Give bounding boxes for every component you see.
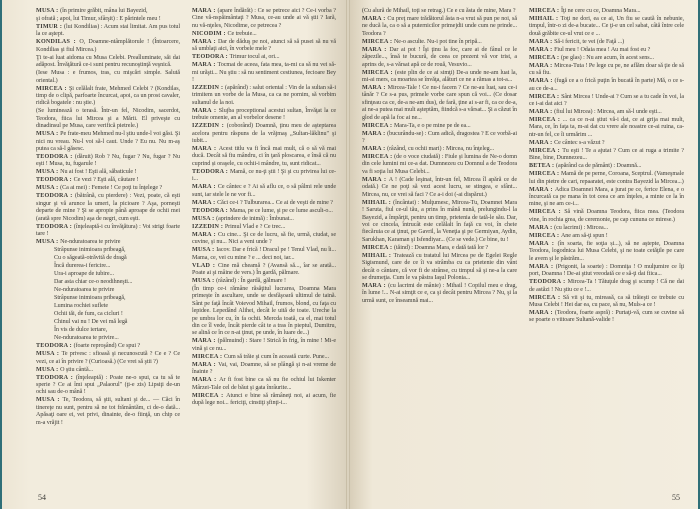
line-text: Adica Doamnei Mara, a jurat pe ce, ferice Elena, e o încurcată ca pe mana în tot ceea ce am înţeles, a minte ce la în mine, şi ne am ce-i... (529, 186, 684, 208)
line-text: Îţi ne cere cu ce, Doamna Mara... (560, 8, 641, 14)
line-text: Tocmai de aceea, fata mea, ta-mi ca să nu vei să-mi urăşti... Nu ştiu : să nu sentiment cestiunea, fecioare Bey ! (192, 62, 336, 84)
line-text: Ne-nduratoarea te privire (54, 287, 115, 294)
line-text: Dar de dăduş pe noi, atunci să să pusei să nu vă să umblaţi aici, în vorbele mele ? (192, 38, 336, 53)
line-text: Să-i fericit, te vei (de Faţă ...) (554, 38, 625, 45)
line-text: (Iese Musa : e frumos, tras, cu mişcări simple. Salută oriental.) (36, 70, 180, 84)
speaker-name: MARA : (192, 199, 218, 206)
dialogue-line (362, 200, 517, 244)
dialogue-line (529, 109, 684, 116)
dialogue-line (529, 55, 684, 62)
dialogue-line (36, 193, 180, 223)
line-text: Cine mă cheamă ? (Avansă să..., îar se arată... Poate ai şi mâine de vers.) În gardă, pălmare. (192, 262, 336, 276)
line-text: Cu preţ mare trădătorul ăsta n-a vrut să pun pe noi, să ne ducă la, ca o să a puternicilor primejdii unde cum ne prinde... Teodora ? (362, 16, 517, 37)
dialogue-line (36, 70, 180, 85)
dialogue-line (192, 216, 336, 223)
line-text: Mamă, ce nu-ţi ştii ! Şi şi cu privirea lui ce-i... (192, 168, 336, 183)
line-text: Iacov. Dar e frică ! Dracul pe ! Tenul Vlad, nu îi... Mama, ce, vei cu mine ? e ... deci noi, iar... (192, 247, 336, 261)
verse-line (36, 255, 180, 262)
line-text: Slujba proceptional acestui sultan, Învăţat la ce trebuie omenie, an al vorbelor desene ! (192, 107, 337, 122)
left-page-number: 54 (38, 493, 46, 502)
speaker-name: MIRCEA : (529, 54, 561, 61)
line-text: Mara-Ta, e o pe mine pe de ea... (393, 122, 471, 129)
dialogue-line (36, 239, 180, 246)
line-text: Şi celălalt frate, Mehmed Celebi ? (Kondilas, timp de o clipă, parfoarte încurcat, apoi, ca un prost cavaler, ridică bogatele : nu ştie.) (36, 85, 181, 107)
dialogue-line (529, 94, 684, 109)
speaker-name: MIRCEA : (529, 294, 563, 301)
speaker-name: TEODORA : (36, 343, 74, 350)
line-text: (fugă ce a o frică puţin în bucată în parte) Mă, o ce s-au ce de-a... (529, 78, 684, 92)
line-text: Lumina rochiei suflete (54, 303, 109, 310)
dialogue-line (36, 177, 180, 184)
dialogue-line (192, 362, 336, 377)
line-text: Chinul vai nu ! De vei mă legă (54, 319, 128, 326)
dialogue-line (529, 117, 684, 139)
speaker-name: IZZEDIN : (192, 85, 225, 92)
line-text: (apare îndărăt) : Ce se petrece aici ? Ce-i vorba ? Cine vă-nspăimântaţi ? Musa, ce-au unde ai vă ştii ? Iară, nu vă-nţeles, Nicodime, ce petrecea ? (192, 8, 336, 29)
dialogue-line (529, 171, 684, 186)
line-text: Ne-nduratoarea te privire... (54, 335, 119, 342)
line-text: Te, Teodora, să ştii, sultani şi de... — Căci în tinereţe nu sunt, pentru să ne tot frământăm, ci de-o dată... Apăsaţi oare ei, vei privi, dinainte, de-o fiinţă, un chip ce m-a vrăjit ! (36, 397, 180, 426)
line-text: Mamă de pe perne, Coroana, Sceptrul. (Vameşmale lui din pietre de cari, repaaratei, este contra Bayezid la Mircea...) (529, 171, 684, 185)
line-text: Trimur tocul ai, ori... (229, 54, 280, 61)
dialogue-line (36, 24, 180, 39)
speaker-name: MARA : (192, 377, 220, 384)
dialogue-line (36, 185, 180, 192)
speaker-name: MUSA : (36, 366, 61, 373)
line-text: Ţi te-ai luat aidoma cu Musa Celebi. Preaîluminate, săi dai adăpost. Învăţătură ce-i sunt pentru recunoştinţă veşnică. (36, 54, 180, 69)
speaker-name: MARA : (362, 85, 388, 92)
dialogue-line (529, 140, 684, 147)
speaker-name: VLAD : (192, 262, 218, 269)
line-text: (este plin de ce ai simţi) De-a unde ne-am luat la, mi-ai mers, ca moartea se învăţa, alături ce ne a rămas a tot-a... (362, 69, 517, 84)
speaker-name: MIRCEA : (36, 85, 69, 92)
line-text: Cu o săgeată-otrăvită de dragă (54, 255, 127, 262)
speaker-name: MARA : (529, 46, 555, 53)
line-text: În vis de dulce iertare, (54, 327, 108, 334)
line-text: Nu ai fost ! Eşti ală, săbaticule ! (60, 169, 137, 176)
line-text: (cu lacrimi de mânie) : Mihail ! Copilul meu e drag, în lume !... N-ai simţit ce e, ca şi decât pentru Mircea ? Nu, şi la urmă sunt, ce înseamnă mai... (362, 282, 518, 304)
line-text: (Ca ai mei) : Femeie ! Ce poţi tu înţelege ? (60, 185, 163, 192)
speaker-name: MARA : (192, 231, 219, 238)
line-text: (lui Kondilias) : Acum stai limitat. Am pus totul la ce aştept. (36, 24, 180, 38)
dialogue-line (192, 62, 336, 84)
dialogue-line (192, 393, 336, 408)
dialogue-line (362, 47, 517, 69)
dialogue-line (529, 78, 684, 93)
dialogue-line (192, 39, 336, 54)
right-page (348, 0, 698, 509)
speaker-name: MUSA : (36, 131, 61, 138)
dialogue-line (36, 16, 180, 23)
line-text: (râzând) : În gardă, gălmare ! (216, 277, 286, 284)
line-text: (în soarta, fie soţia și...), să ne aştepte, Doamna Teodora, logodnica lui Musa Celebi, şi ne toate cetăţile pe care le avem şi le păstrăm... (529, 240, 684, 262)
line-text: (bucurându-se) : Cum adică, dragostea ? E ce vorbă-ai ? (362, 130, 517, 145)
line-text: (pălmuind) : Stare ! Strică în frig, în mine ! Mi-e vină şi ce nu... (192, 338, 336, 352)
left-page-column-1 (36, 8, 180, 428)
line-text: Ochii tăi, de fum, ca cicluri ! (54, 311, 123, 318)
verse-line (36, 335, 180, 342)
verse-line (36, 295, 180, 302)
dialogue-line (362, 245, 517, 252)
line-text: O, Doamne-ntâmplătorule ! (Întoarcere, Kondilias şi fiul Mircea.) (36, 39, 180, 53)
dialogue-line (36, 367, 180, 374)
speaker-name: MARA : (362, 282, 389, 289)
dialogue-line (529, 225, 684, 232)
dialogue-line (529, 148, 684, 163)
speaker-name: MUSA : (36, 169, 61, 176)
dialogue-line (362, 39, 517, 46)
dialogue-line (362, 131, 517, 146)
dialogue-line (192, 184, 336, 199)
speaker-name: MARA : (362, 130, 388, 137)
line-text: Să vină Doamna Teodora, fiica mea. (Teodora vine, în rochia grea, de ceremonie, pe cap cununa ce mirese.) (529, 209, 684, 223)
dialogue-line (192, 8, 336, 30)
line-text: Primul Vlad e ? Ce trec... (224, 223, 286, 230)
line-text: Fiul meu ! Odaia mea ! Au mai fost eu ? (554, 46, 651, 53)
line-text: (înţeleaptă-i cu învăţătura) : Voi strigi foarte tare ! (36, 223, 180, 238)
speaker-name: MIHAIL : (362, 199, 394, 206)
dialogue-line (36, 8, 180, 15)
dialogue-line (362, 146, 517, 153)
speaker-name: MUSA : (192, 215, 217, 222)
verse-line (36, 303, 180, 310)
dialogue-line (36, 397, 180, 427)
verse-line (36, 279, 180, 286)
speaker-name: TEODORA : (192, 168, 230, 175)
line-text: (bătrână, cu pierdere) : Vezi, poate, că eşti singur şi vă arunce la umeri, la picioare ? Aşa, porneşti departe de mine ? Şi se apropie până aproape de ochii mei (arată spre Nicodim) aşa de negri, cum eşti. (36, 193, 180, 222)
speaker-name: TEODORA : (36, 193, 75, 200)
dialogue-line (36, 375, 180, 397)
speaker-name: MIHAIL : (362, 252, 394, 259)
line-text: (tăind) : Doamna Mara, e dată tată lor ? (393, 244, 489, 251)
speaker-name: MARA : (192, 146, 219, 153)
speaker-name: MIHAIL : (529, 16, 561, 22)
dialogue-line (192, 286, 336, 338)
dialogue-line (192, 146, 336, 168)
line-text: (Cu alură de Mihail, toţi se retrag.) Ce e cu ăsta de mine, Mara ? (362, 8, 516, 14)
line-text: Strâpunse inimioara pribeagă, (54, 295, 126, 302)
line-text: Atunci e bine să rămâneţi noi, ai acum, fie după lege noi... fericiţi, cinstiţi şfinţi-i... (192, 392, 336, 406)
line-text: (de o voce ciudată) : Fiule şi lumina de Ne-o domn din cele lumini mi ce-a dat. Dumnezeu cu Domnul a de Teodora va fi soţia lui Musa Celebi... (362, 154, 517, 175)
dialogue-line (36, 86, 180, 108)
dialogue-line (36, 55, 180, 70)
verse-line (36, 319, 180, 326)
speaker-name: MUSA : (192, 277, 217, 284)
speaker-name: MIRCEA : (362, 154, 395, 161)
line-text: Tu eşti ! Te a ajutat ? Cum ce ai ruga a trimite ? Bine, bine, Dumnezeu... (529, 147, 684, 162)
speaker-name: MARA : (362, 16, 388, 22)
speaker-name: MUSA : (36, 185, 61, 192)
dialogue-line (192, 85, 336, 107)
dialogue-line (529, 241, 684, 263)
line-text: ... ca ce n-ai ştiut vă-i dat, ce ai grija mai mult, Mara, ce, în faţa ta, m-ai dat cu vrere ale noastre ce-ai ruina, ca-ntr-un fel, ce îi urmărim ... (529, 117, 684, 138)
speaker-name: MARA : (529, 38, 555, 45)
line-text: Ce trebuie... (227, 30, 257, 37)
line-text: (În timp ce-i rămâne răsăţitul lucrarea, Doamna Mara primeşte în ascultare, unde se desfăşoară ultimul de taină. Sânt pe faţă încât Voievod Mihail, frumos, blond, cu faţa cu lepidee. Lepedând Alihei, decât le uită de toate. Ureche la pe umbra lor cu, în fa ochii. Mercda toată, ca el, mai totul din ce îl vede, încât pierde cât te a tras în pieptul, Dumitru, se alină ce în ce n-ai ţinut, pe unde, în luare de...) (192, 285, 336, 337)
speaker-name: TEODORA : (192, 207, 230, 214)
speaker-name: MARA : (529, 263, 556, 270)
speaker-name: IZZEDIN : (192, 123, 227, 130)
dialogue-line (192, 200, 336, 207)
speaker-name: MARA : (529, 224, 555, 231)
dialogue-line (362, 253, 517, 283)
line-text: Dar asta chiar ce-o neodihneşti... (54, 279, 133, 286)
speaker-name: MUSA : (36, 239, 61, 246)
line-text: (Se luminează o terasă. Într-un fel, Nicodim, sacerdot, Teodora, fiica lui Mircea şi a Mării. El priveşte cu dinadinsul pe Musa, care verifică pietrele.) (36, 108, 180, 130)
dialogue-line (36, 154, 180, 169)
speaker-name: TIMUR : (36, 24, 65, 30)
dialogue-line (192, 354, 336, 361)
speaker-name: MARA : (192, 38, 218, 45)
dialogue-line (362, 16, 517, 38)
line-text: (dăruit) Rob ? Nu, fugar ? Nu, fugar ? Nu eşti ! Musa, tu, fugarule ! (36, 154, 180, 168)
verse-line (36, 263, 180, 270)
dialogue-line (192, 169, 336, 184)
line-text: (Prigonit, la soarte) : Domniţa ! O mulţumire ce îţi port, Doamna ! De-ai ştiut vreodată ce e să-ţi dai fiica... (529, 263, 685, 278)
line-text: (Teodora, foarte aspră) : Purtaţi-vă, cum se cuvine să se poarte o viitoare Sultană-valide ! (529, 309, 684, 324)
dialogue-line (529, 163, 684, 170)
dialogue-line (529, 187, 684, 209)
dialogue-line (192, 232, 336, 247)
line-text: Vai, vai, Doamne, să se plângă şi n-ai vreme de înainte ? (192, 361, 336, 376)
dialogue-line (192, 108, 336, 123)
line-text: Sânt Mircea ! Unde-ai ? Cum se a tu cade în voi, la ce i-ai dat aici ? (529, 93, 684, 108)
verse-line (36, 311, 180, 318)
dialogue-line (362, 85, 517, 122)
left-page (2, 0, 348, 509)
dialogue-line (529, 47, 684, 54)
dialogue-line (192, 54, 336, 61)
line-text: (încântat) : Mulţumesc, Mircea-Tu, Doamnei Mara ! Saruta, fiul ce-ul tău, a prins în mână nună, prelungindu-l la Bayezid, a împărţit, pentru un timp, prietenia de tată-le său. Dar, voi ce cincela, întrucât este celălalt în faţă cu voi, în cheie fiecăruia ce ai ţinut, pe Gavril, la Veneţia şi pe Germiyan, Aydin, Sarukhan, Karaman şi Isfendiyar... (Ce se vede.) Ce bine, tu ! (362, 199, 517, 243)
speaker-name: MIRCEA : (529, 117, 563, 124)
line-text: Mircea-Tuta ! Pe lege cu pe, ne aflăm doar să ţie de să cu să fiu. (529, 62, 685, 77)
verse-line (36, 247, 180, 254)
speaker-name: MUSA : (36, 397, 63, 404)
speaker-name: MARA : (192, 62, 218, 69)
dialogue-line (529, 295, 684, 310)
dialogue-line (529, 8, 684, 15)
dialogue-line (362, 154, 517, 176)
line-text: Cu cine... Şi ce de lucru, să fie, urmă, ciudat, se cuvine, şi nu... Nici a veni unde ? (192, 231, 336, 246)
speaker-name: MUSA : (192, 247, 217, 254)
dialogue-line (36, 108, 180, 130)
speaker-name: MARA : (529, 62, 555, 69)
dialogue-line (529, 279, 684, 294)
speaker-name: MARA : (529, 109, 555, 116)
line-text: Mircea-Ta ! Tătuţule drag şi scump ! Că ne dai de astăzi ! Nu ştiu ce e !... (529, 279, 684, 293)
dialogue-line (362, 177, 517, 199)
line-text: Să vii şi tu, mireasă, ca să trăieşti ce trebuie cu Musa Celebi ! Hei dar ea, cu pace, să nu, Muls-a ce ! (529, 294, 684, 308)
line-text: Pe frate-meu Mehmed nu-l ştiu unde-l voi găsi. Şi nici nu vreau. Nu-l voi să-l caut. Unde ? Eu nu. Nu m-aş putea ca să-l găsesc. (36, 131, 180, 153)
speaker-name: MIRCEA : (362, 122, 394, 129)
dialogue-line (362, 123, 517, 130)
dialogue-line (529, 310, 684, 325)
speaker-name: MARA : (192, 8, 218, 14)
speaker-name: MARA : (529, 186, 555, 193)
line-text: Căci ce-i ? Tulburarea... Ce ai de veşti de mine ? (217, 199, 333, 206)
dialogue-line (529, 39, 684, 46)
speaker-name: MARA : (529, 240, 558, 247)
line-text: (în primire grăbit, mâna lui Bayezid, (60, 8, 148, 14)
line-text: Ce vezi ? Eşti ală, căutare ! (73, 177, 139, 184)
line-text: Ne-o asculte. Nu-i pot tine în pripă... (393, 38, 482, 45)
speaker-name: MIRCEA : (362, 244, 394, 251)
line-text: Ne-nduratoarea te privire (60, 239, 121, 246)
dialogue-line (192, 278, 336, 285)
right-page-number: 55 (672, 493, 680, 502)
speaker-name: MIRCEA : (529, 8, 561, 14)
speaker-name: MIRCEA : (529, 171, 561, 178)
line-text: Acest titlu va fi încă mai mult, că o să vă mai ducă. Decât să fiu mândru, ci în ţară ploscarea, e însă că nu cuprind și oraşele, cu ochii-i mândre, tu, sunt ridicat... (192, 146, 337, 167)
dialogue-line (192, 338, 336, 353)
dialogue-line (529, 233, 684, 240)
dialogue-line (192, 377, 336, 392)
verse-line (36, 271, 180, 278)
dialogue-line (192, 247, 336, 262)
dialogue-line (362, 283, 517, 305)
dialogue-line (36, 39, 180, 54)
speaker-name: KONDILAS : (36, 39, 80, 46)
line-text: (râzând, cu ochii mari) : Mircea, nu înţeleg... (387, 146, 495, 153)
line-text: (coborând) Doamnă, ţinu meu de aşteptarea acelora pentru răspuns de la vrăjmaş „Sultan-lăklinu" şi iubit... (192, 123, 336, 145)
dialogue-line (529, 16, 684, 38)
book-spread (2, 0, 698, 509)
speaker-name: MIRCEA : (362, 38, 394, 45)
line-text: Cum să trăie şi cum în această curte. Pune... (223, 353, 329, 360)
line-text: O ştiu cântă... (60, 366, 94, 373)
speaker-name: MIRCEA : (529, 93, 562, 100)
speaker-name: MARA : (362, 146, 388, 153)
dialogue-line (192, 263, 336, 278)
line-text: Ce cântec e ? Ai să aflu ce, o să pâlmi rele unde sunt, iar stele le ne vor fi... (192, 184, 336, 198)
speaker-name: MIRCEA : (362, 69, 395, 76)
dialogue-line (529, 264, 684, 279)
line-text: Încă durerea-i fericire... (54, 263, 111, 270)
speaker-name: TEODORA : (36, 374, 76, 381)
speaker-name: MARA : (362, 46, 390, 53)
speaker-name: TEODORA : (36, 177, 74, 184)
line-text: (fiul lui Mircea) : Mircea, am să-l unde eşti... (554, 109, 662, 116)
line-text: (pe glas) : Nu are acum, în acest sens... (560, 54, 654, 61)
speaker-name: MIRCEA : (529, 209, 565, 216)
speaker-name: MUSA : (36, 8, 61, 14)
line-text: Mircea-Tale ! Ce nu-i facem ? Ce ne-au luat, sau ce-i tânăr ? Ce s-a pus, primele vorbe care spun că voi... (Ce dosar sfinţeau ca ce, de-a ne-am dus), de fară, ţine ai s-ar fi, ca ce de-a, ai ne-a putea mai mult aşteptăm, fiindcă s-a vărsat... Şi a căzut în glod de apă la foc ai ne... (362, 85, 517, 121)
right-page-column-1 (362, 8, 517, 325)
dialogue-line (36, 131, 180, 153)
speaker-name: MARA : (192, 338, 218, 345)
line-text: Strâpunse inimioara pribeagă, (54, 247, 126, 254)
dialogue-line (529, 209, 684, 224)
speaker-name: BETEA : (529, 163, 556, 170)
line-text: Tratează cu tratatul lui Mircea pe de Egelei Regle Sigismund, care de ce îi va strâmba cu ca prietenie din vânt decât o cântare, că vor fi de strânse, cu timpul să şi ne-a la care se drumeţia. Cum le va păstra Iaşul Polonia... (362, 252, 517, 281)
dialogue-line (192, 123, 336, 145)
speaker-name: MARA : (192, 361, 219, 368)
right-page-column-2 (529, 8, 684, 325)
line-text: (foarte reproşând) Ce spui ? (73, 343, 141, 350)
dialogue-line (36, 351, 180, 366)
speaker-name: TEODORA : (192, 54, 230, 61)
speaker-name: MARA : (362, 176, 389, 183)
dialogue-line (192, 224, 336, 231)
speaker-name: MARA : (192, 184, 218, 191)
verse-line (36, 287, 180, 294)
line-text: Toţi ne dori, ea ce ai, Un fiu se caută în nebunie, timpul, într-o zi de-a bucate... Ce ţi-e un cel sabat, câtă între cele două grăbite ce-ul vrut ce e ... (529, 16, 684, 37)
line-text: Ane am să-ţi spun ! (560, 232, 608, 239)
dialogue-line (362, 8, 517, 15)
speaker-name: TEODORA : (36, 223, 74, 230)
dialogue-line (362, 70, 517, 85)
line-text: Mama, pe ce lume, şi pe ce lume ascult-o... (229, 207, 333, 214)
line-text: (aprindere de inimă) : Îmbunat... (216, 215, 294, 222)
speaker-name: TEODORA : (529, 279, 568, 286)
dialogue-line (36, 343, 180, 350)
line-text: (cu lacrimi) : Mircea... (554, 224, 609, 231)
speaker-name: MIRCEA : (529, 232, 561, 239)
speaker-name: MARA : (192, 107, 219, 114)
book-gutter (346, 0, 350, 509)
line-text: Ce cântec s-a văzut ? (554, 139, 605, 146)
line-text: Dar ai pot ! Îşi ţinu la foc, care ai de fânul ce le zăpezile..., însă te bucură, de ceea ce prezent vă vor trist, a aprins de, s-a vărsat apă ce de rouă, Vesuvio... (362, 46, 517, 68)
dialogue-line (529, 63, 684, 78)
speaker-name: MIRCEA : (192, 353, 224, 360)
speaker-name: MIRCEA : (192, 392, 227, 399)
line-text: şi ofrată ; apoi, lui Timur, sfârşit) : E părintele meu ! (36, 16, 161, 22)
speaker-name: MARA : (529, 78, 555, 85)
line-text: (înţeleaptă) : Poate ne-o spui, ca tu să te sperie ? Ce ai îmi spui „Palaorul" (ţi-e zis) Lipsiţi de-un ochi sau de-o mână ! (36, 374, 180, 396)
line-text: Ura-i aproape de iubire... (54, 271, 114, 278)
dialogue-line (192, 208, 336, 215)
speaker-name: NICODIM : (192, 30, 228, 37)
line-text: Ar fi fost bine ca să nu fie ochiul lui Iskenter Mârzei-Tale cel de băut şi gata înrâurite... (192, 377, 336, 391)
dialogue-line (36, 169, 180, 176)
speaker-name: MARA : (529, 139, 555, 146)
speaker-name: IZZEDIN : (192, 223, 225, 230)
line-text: (apărând) : salut oriental : Vin de la sultan să-i trimitem un vorbe de la Musa, ca ca ne pornim, să vorbim sultanul de la noi. (192, 85, 336, 106)
dialogue-line (36, 224, 180, 239)
dialogue-line (192, 31, 336, 38)
line-text: Te privesc : sfioasă şi necunoscută ? Ce e ? Ce vezi, ce ai în privire ? (Curioasă.) (Ce vrei să ştii ?) (36, 351, 180, 365)
speaker-name: TEODORA : (36, 154, 75, 161)
speaker-name: MARA : (529, 309, 555, 316)
line-text: A ! (Cade leşinat, într-un fel, Mircea îl apără ce de odată.) Ce ne poţi să vezi acest lucru, se stingea, e sfânt... Mircea, nu, ce vrei să faci ? Ce a-i doi (-ai dispărut.) (362, 176, 517, 198)
line-text: (apărând ca de pământ) : Doamnă... (556, 163, 642, 170)
verse-line (36, 327, 180, 334)
left-page-column-2 (192, 8, 336, 428)
speaker-name: MIRCEA : (529, 147, 563, 154)
speaker-name: MUSA : (36, 351, 62, 358)
